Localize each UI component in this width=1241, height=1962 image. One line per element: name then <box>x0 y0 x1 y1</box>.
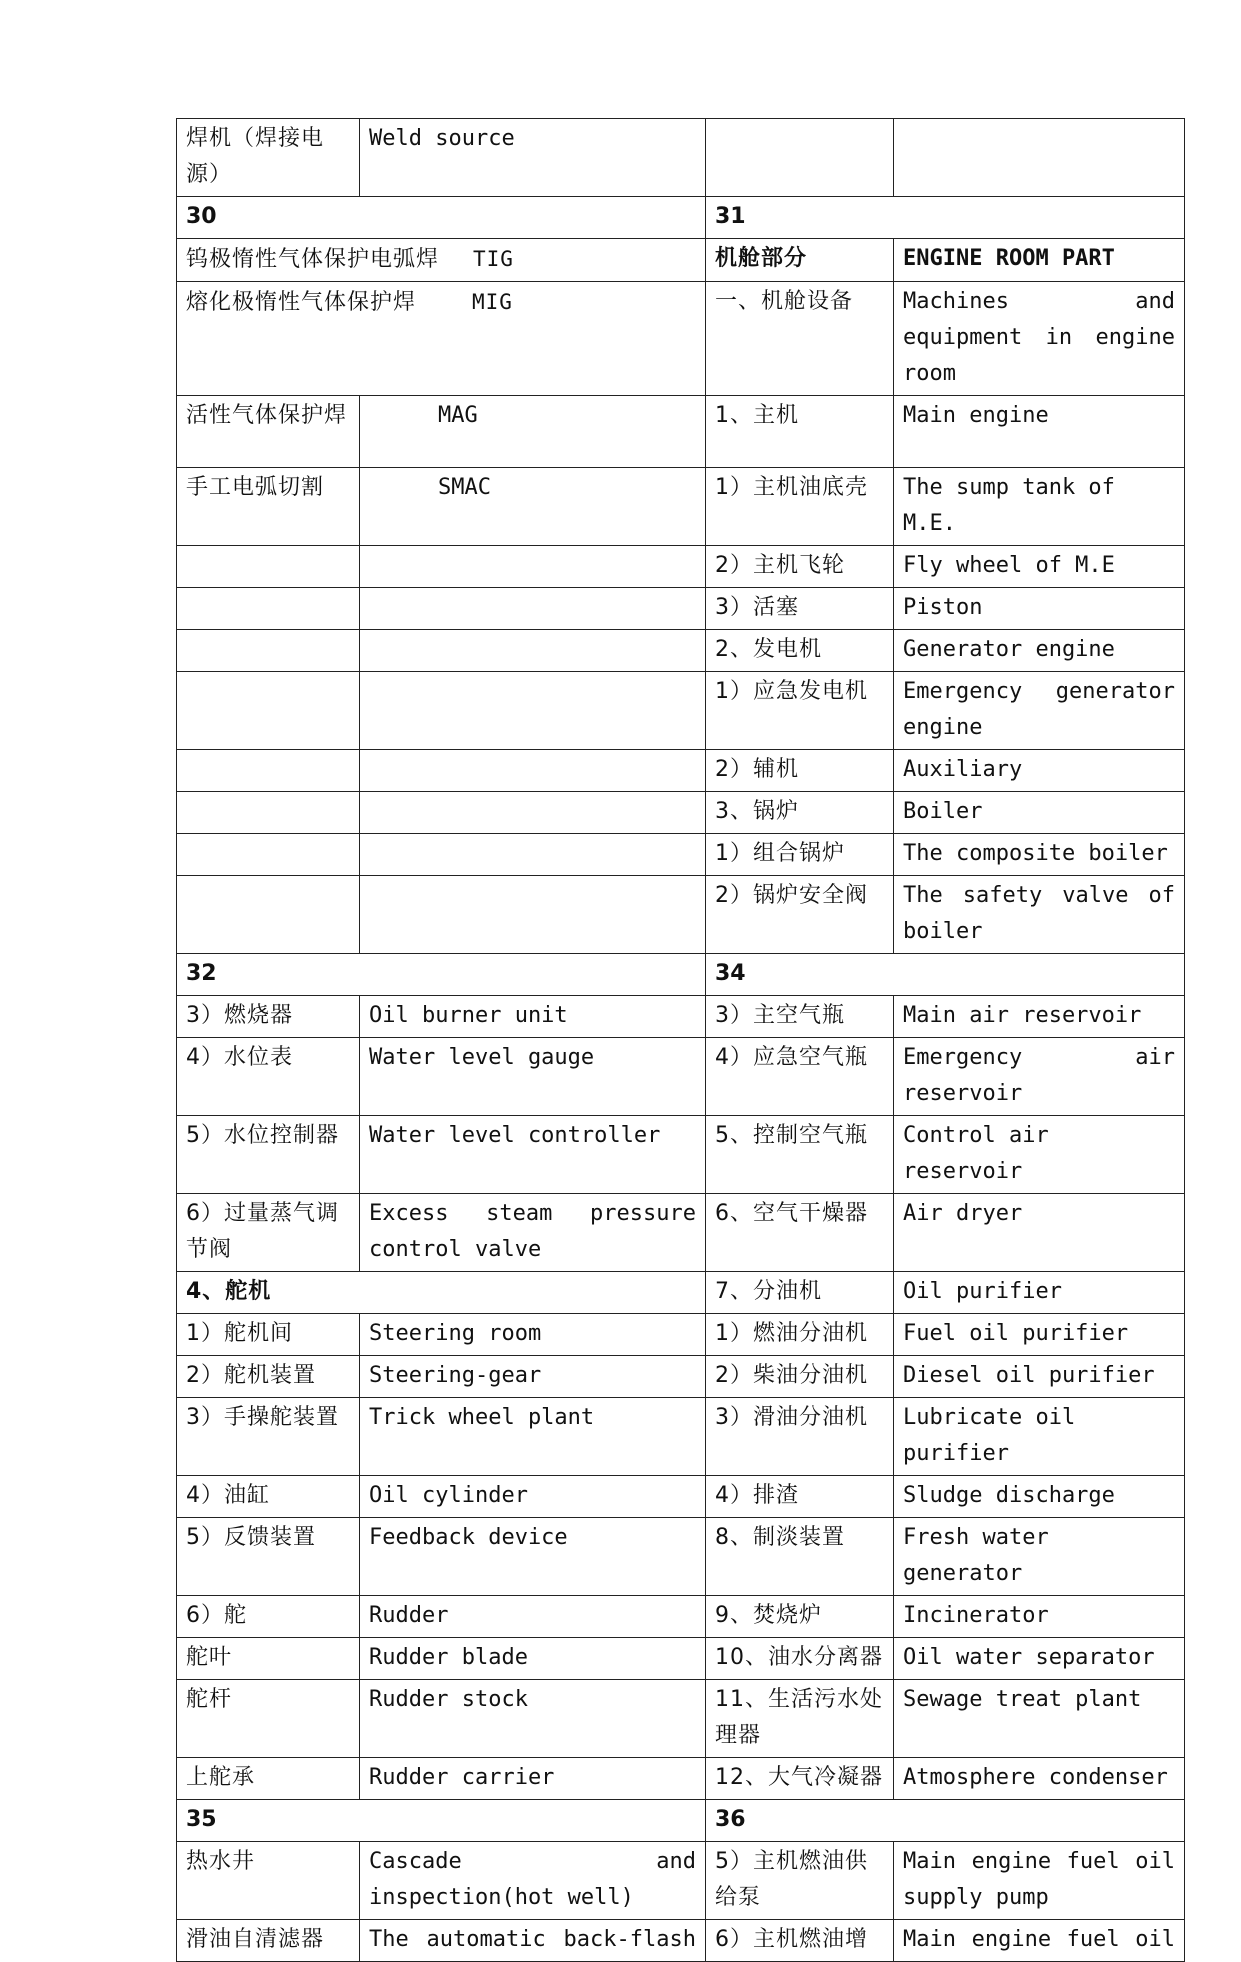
cell-empty <box>360 546 706 588</box>
table-row <box>177 996 1185 1038</box>
cell-en: Machines and equipment in engine room <box>894 282 1185 396</box>
table-row <box>177 792 1185 834</box>
table-row <box>177 1680 1185 1758</box>
table-row <box>177 546 1185 588</box>
term-abbr: MIG <box>472 290 513 314</box>
table-row <box>177 1272 1185 1314</box>
cell-cn: 4）排渣 <box>706 1476 894 1518</box>
cell-cn: 1、主机 <box>706 396 894 468</box>
cell-empty <box>177 546 360 588</box>
cell-en: Main engine fuel oil supply pump <box>894 1842 1185 1920</box>
cell-en: Piston <box>894 588 1185 630</box>
cell-empty <box>177 834 360 876</box>
cell-en: Oil cylinder <box>360 1476 706 1518</box>
cell-en: Diesel oil purifier <box>894 1356 1185 1398</box>
cell-en: Oil purifier <box>894 1272 1185 1314</box>
cell-cn: 11、生活污水处理器 <box>706 1680 894 1758</box>
cell-en: Rudder blade <box>360 1638 706 1680</box>
cell-empty <box>177 588 360 630</box>
cell-cn: 1）应急发电机 <box>706 672 894 750</box>
cell-cn: 3）滑油分油机 <box>706 1398 894 1476</box>
cell-en: Control air reservoir <box>894 1116 1185 1194</box>
cell-cn: 1）主机油底壳 <box>706 468 894 546</box>
cell-en: Steering-gear <box>360 1356 706 1398</box>
cell-en: Incinerator <box>894 1596 1185 1638</box>
cell-en: Main engine fuel oil <box>894 1920 1185 1962</box>
cell-cn <box>706 119 894 197</box>
cell-en: MAG <box>360 396 706 468</box>
cell-cn: 6、空气干燥器 <box>706 1194 894 1272</box>
cell-en: Boiler <box>894 792 1185 834</box>
section-header-row <box>177 954 1185 996</box>
cell-en: Oil burner unit <box>360 996 706 1038</box>
cell-cn: 3）燃烧器 <box>177 996 360 1038</box>
cell-cn: 3）手操舵装置 <box>177 1398 360 1476</box>
cell-cn: 7、分油机 <box>706 1272 894 1314</box>
section-title: 4、舵机 <box>177 1272 706 1314</box>
cell-cn: 2）主机飞轮 <box>706 546 894 588</box>
table-row <box>177 876 1185 954</box>
cell-cn: 热水井 <box>177 1842 360 1920</box>
cell-en: The sump tank of M.E. <box>894 468 1185 546</box>
table-row <box>177 834 1185 876</box>
cell-cn: 2、发电机 <box>706 630 894 672</box>
cell-cn: 5、控制空气瓶 <box>706 1116 894 1194</box>
cell-empty <box>360 630 706 672</box>
table-row <box>177 1758 1185 1800</box>
cell-cn: 4）水位表 <box>177 1038 360 1116</box>
cell-cn: 2）辅机 <box>706 750 894 792</box>
cell-empty <box>360 588 706 630</box>
cell-cn: 12、大气冷凝器 <box>706 1758 894 1800</box>
cell-cn: 焊机（焊接电源） <box>177 119 360 197</box>
term-cn: 熔化极惰性气体保护焊 <box>186 290 417 315</box>
cell-cn: 活性气体保护焊 <box>177 396 360 468</box>
cell-empty <box>177 876 360 954</box>
table-row <box>177 588 1185 630</box>
table-row <box>177 1116 1185 1194</box>
table-row <box>177 1194 1185 1272</box>
cell-en: Rudder stock <box>360 1680 706 1758</box>
cell-en: Trick wheel plant <box>360 1398 706 1476</box>
cell-cn: 6）主机燃油增 <box>706 1920 894 1962</box>
cell-cn: 9、焚烧炉 <box>706 1596 894 1638</box>
cell-en: Lubricate oil purifier <box>894 1398 1185 1476</box>
cell-cn-merged <box>177 239 706 282</box>
cell-en: Fuel oil purifier <box>894 1314 1185 1356</box>
table-row <box>177 630 1185 672</box>
section-number: 34 <box>706 954 1185 996</box>
table-row <box>177 468 1185 546</box>
cell-en: Emergency generator engine <box>894 672 1185 750</box>
cell-en: Rudder carrier <box>360 1758 706 1800</box>
cell-en: The safety valve of boiler <box>894 876 1185 954</box>
glossary-table <box>176 118 1185 1962</box>
cell-cn: 舵杆 <box>177 1680 360 1758</box>
cell-cn: 机舱部分 <box>706 239 894 282</box>
cell-cn: 3）主空气瓶 <box>706 996 894 1038</box>
cell-empty <box>177 672 360 750</box>
cell-cn: 5）水位控制器 <box>177 1116 360 1194</box>
section-number: 36 <box>706 1800 1185 1842</box>
cell-cn: 1）燃油分油机 <box>706 1314 894 1356</box>
cell-cn: 10、油水分离器 <box>706 1638 894 1680</box>
cell-cn: 2）柴油分油机 <box>706 1356 894 1398</box>
cell-en: Fly wheel of M.E <box>894 546 1185 588</box>
table-row <box>177 1842 1185 1920</box>
cell-cn: 6）舵 <box>177 1596 360 1638</box>
cell-en: Steering room <box>360 1314 706 1356</box>
term-cn: 钨极惰性气体保护电弧焊 <box>186 247 440 272</box>
table-row <box>177 672 1185 750</box>
cell-cn: 滑油自清滤器 <box>177 1920 360 1962</box>
cell-cn: 一、机舱设备 <box>706 282 894 396</box>
cell-en: Auxiliary <box>894 750 1185 792</box>
section-number: 32 <box>177 954 706 996</box>
cell-cn: 3）活塞 <box>706 588 894 630</box>
table-row <box>177 1356 1185 1398</box>
cell-empty <box>360 672 706 750</box>
table-row <box>177 1518 1185 1596</box>
cell-en: Oil water separator <box>894 1638 1185 1680</box>
term-abbr: TIG <box>473 247 514 271</box>
cell-empty <box>177 750 360 792</box>
table-row <box>177 1314 1185 1356</box>
cell-cn: 8、制淡装置 <box>706 1518 894 1596</box>
cell-en: Water level controller <box>360 1116 706 1194</box>
cell-en: Main air reservoir <box>894 996 1185 1038</box>
table-row <box>177 1638 1185 1680</box>
cell-en: ENGINE ROOM PART <box>894 239 1185 282</box>
table-row <box>177 282 1185 396</box>
cell-empty <box>360 792 706 834</box>
table-row <box>177 396 1185 468</box>
table-row <box>177 239 1185 282</box>
cell-en: The automatic back-flash <box>360 1920 706 1962</box>
cell-en: Emergency air reservoir <box>894 1038 1185 1116</box>
cell-empty <box>360 750 706 792</box>
cell-cn: 舵叶 <box>177 1638 360 1680</box>
cell-cn: 6）过量蒸气调节阀 <box>177 1194 360 1272</box>
table-row <box>177 119 1185 197</box>
section-header-row <box>177 1800 1185 1842</box>
cell-empty <box>360 876 706 954</box>
cell-en: Cascade and inspection(hot well) <box>360 1842 706 1920</box>
cell-en: Atmosphere condenser <box>894 1758 1185 1800</box>
cell-en: Rudder <box>360 1596 706 1638</box>
cell-cn: 1）舵机间 <box>177 1314 360 1356</box>
cell-en: The composite boiler <box>894 834 1185 876</box>
cell-empty <box>360 834 706 876</box>
cell-cn: 5）主机燃油供给泵 <box>706 1842 894 1920</box>
table-row <box>177 1920 1185 1962</box>
cell-cn: 2）舵机装置 <box>177 1356 360 1398</box>
cell-empty <box>177 792 360 834</box>
section-header-row <box>177 197 1185 239</box>
cell-cn: 1）组合锅炉 <box>706 834 894 876</box>
section-number: 35 <box>177 1800 706 1842</box>
cell-en: Water level gauge <box>360 1038 706 1116</box>
cell-cn: 手工电弧切割 <box>177 468 360 546</box>
cell-cn: 5）反馈装置 <box>177 1518 360 1596</box>
section-number: 30 <box>177 197 706 239</box>
cell-empty <box>177 630 360 672</box>
cell-en: Sludge discharge <box>894 1476 1185 1518</box>
cell-cn: 3、锅炉 <box>706 792 894 834</box>
cell-cn-merged <box>177 282 706 396</box>
cell-en: Main engine <box>894 396 1185 468</box>
cell-en: Sewage treat plant <box>894 1680 1185 1758</box>
table-row <box>177 1596 1185 1638</box>
cell-en: Generator engine <box>894 630 1185 672</box>
table-row <box>177 750 1185 792</box>
cell-en <box>894 119 1185 197</box>
cell-cn: 4）油缸 <box>177 1476 360 1518</box>
cell-en: SMAC <box>360 468 706 546</box>
cell-en: Fresh water generator <box>894 1518 1185 1596</box>
cell-en: Air dryer <box>894 1194 1185 1272</box>
table-row <box>177 1476 1185 1518</box>
cell-en: Feedback device <box>360 1518 706 1596</box>
table-row <box>177 1038 1185 1116</box>
section-number: 31 <box>706 197 1185 239</box>
cell-en: Weld source <box>360 119 706 197</box>
cell-cn: 上舵承 <box>177 1758 360 1800</box>
cell-cn: 2）锅炉安全阀 <box>706 876 894 954</box>
table-row <box>177 1398 1185 1476</box>
cell-en: Excess steam pressure control valve <box>360 1194 706 1272</box>
cell-cn: 4）应急空气瓶 <box>706 1038 894 1116</box>
